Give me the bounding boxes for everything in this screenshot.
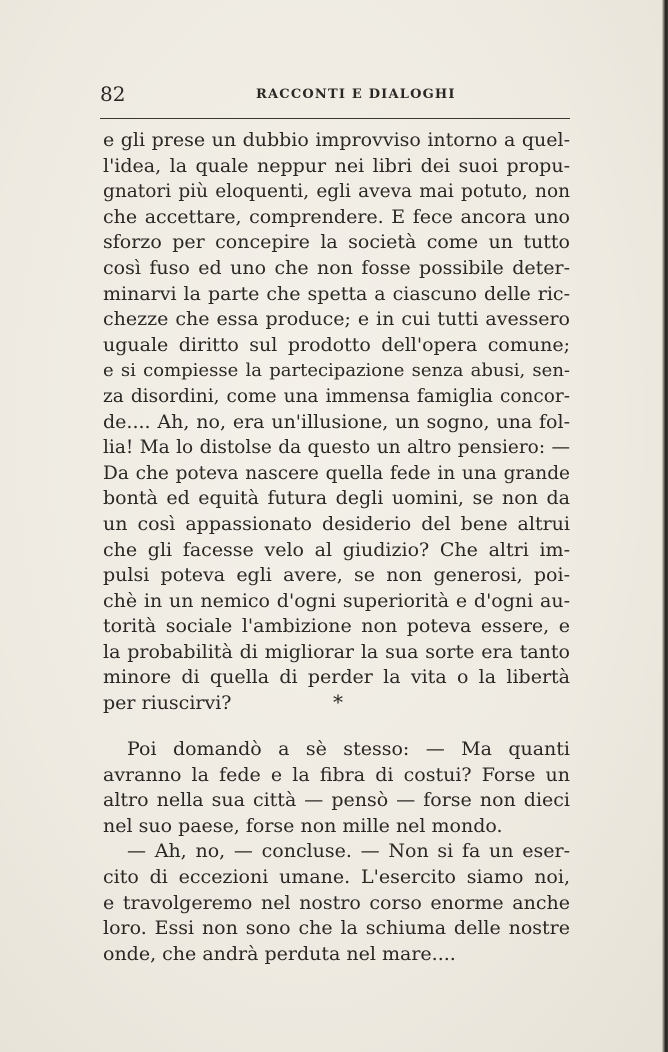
text-line: per riuscirvi? xyxy=(103,692,232,715)
text-line: avranno la fede e la fibra di costui? Forse un xyxy=(103,763,570,786)
text-line: Da che poteva nascere quella fede in una grande xyxy=(103,462,570,484)
text-line: de.... Ah, no, era un'illusione, un sogno, una fol- xyxy=(103,410,570,433)
text-line: za disordini, come una immensa famiglia concor- xyxy=(103,385,570,407)
text-line: loro. Essi non sono che la schiuma delle nostre xyxy=(103,917,570,940)
text-line: onde, che andrà perduta nel mare.... xyxy=(103,942,456,965)
header-rule xyxy=(100,118,570,119)
paragraph-2 xyxy=(103,737,570,967)
text-line: chezze che essa produce; e in cui tutti avessero xyxy=(103,308,570,331)
text-line: e gli prese un dubbio improvviso intorno a quel- xyxy=(103,129,570,151)
text-line: — Ah, no, — concluse. — Non si fa un eser- xyxy=(127,840,570,863)
text-line: l'idea, la quale neppur nei libri dei suoi propu- xyxy=(103,154,570,177)
text-line: che gli facesse velo al giudizio? Che altri im- xyxy=(103,538,570,561)
page-header xyxy=(100,82,570,108)
text-line: Poi domandò a sè stesso: — Ma quanti xyxy=(127,738,570,760)
text-line: che accettare, comprendere. E fece ancora uno xyxy=(103,205,570,228)
text-line: cito di eccezioni umane. L'esercito siamo noi, xyxy=(103,865,570,888)
text-line: torità sociale l'ambizione non poteva essere, e xyxy=(103,615,570,638)
text-line: bontà ed equità futura degli uomini, se non da xyxy=(103,487,570,510)
text-line: la probabilità di migliorar la sua sorte era tanto xyxy=(103,640,570,663)
text-line: e travolgeremo nel nostro corso enorme anche xyxy=(103,891,570,914)
text-line: gnatori più eloquenti, egli aveva mai potuto, non xyxy=(103,181,570,203)
page-number: 82 xyxy=(100,82,126,106)
paragraph-1 xyxy=(103,128,570,717)
text-line: nel suo paese, forse non mille nel mondo. xyxy=(103,814,503,837)
text-line: minarvi la parte che spetta a ciascuno delle ric- xyxy=(103,282,570,305)
text-line: uguale diritto sul prodotto dell'opera comune; xyxy=(103,333,570,356)
section-separator-asterisk: * xyxy=(333,690,343,714)
text-line: e si compiesse la partecipazione senza abusi, sen- xyxy=(103,360,570,382)
text-line: lia! Ma lo distolse da questo un altro pensiero: — xyxy=(103,437,570,459)
text-line: pulsi poteva egli avere, se non generosi, poi- xyxy=(103,564,570,587)
text-line: minore di quella di perder la vita o la libertà xyxy=(103,666,570,689)
text-line: così fuso ed uno che non fosse possibile deter- xyxy=(103,256,570,279)
text-line: sforzo per concepire la società come un tutto xyxy=(103,231,570,254)
running-title: RACCONTI E DIALOGHI xyxy=(256,87,456,102)
text-line: un così appassionato desiderio del bene altrui xyxy=(103,512,570,535)
text-line: altro nella sua città — pensò — forse non dieci xyxy=(103,789,570,812)
text-line: chè in un nemico d'ogni superiorità e d'ogni au- xyxy=(103,589,570,612)
page-edge-shadow xyxy=(662,0,668,1052)
